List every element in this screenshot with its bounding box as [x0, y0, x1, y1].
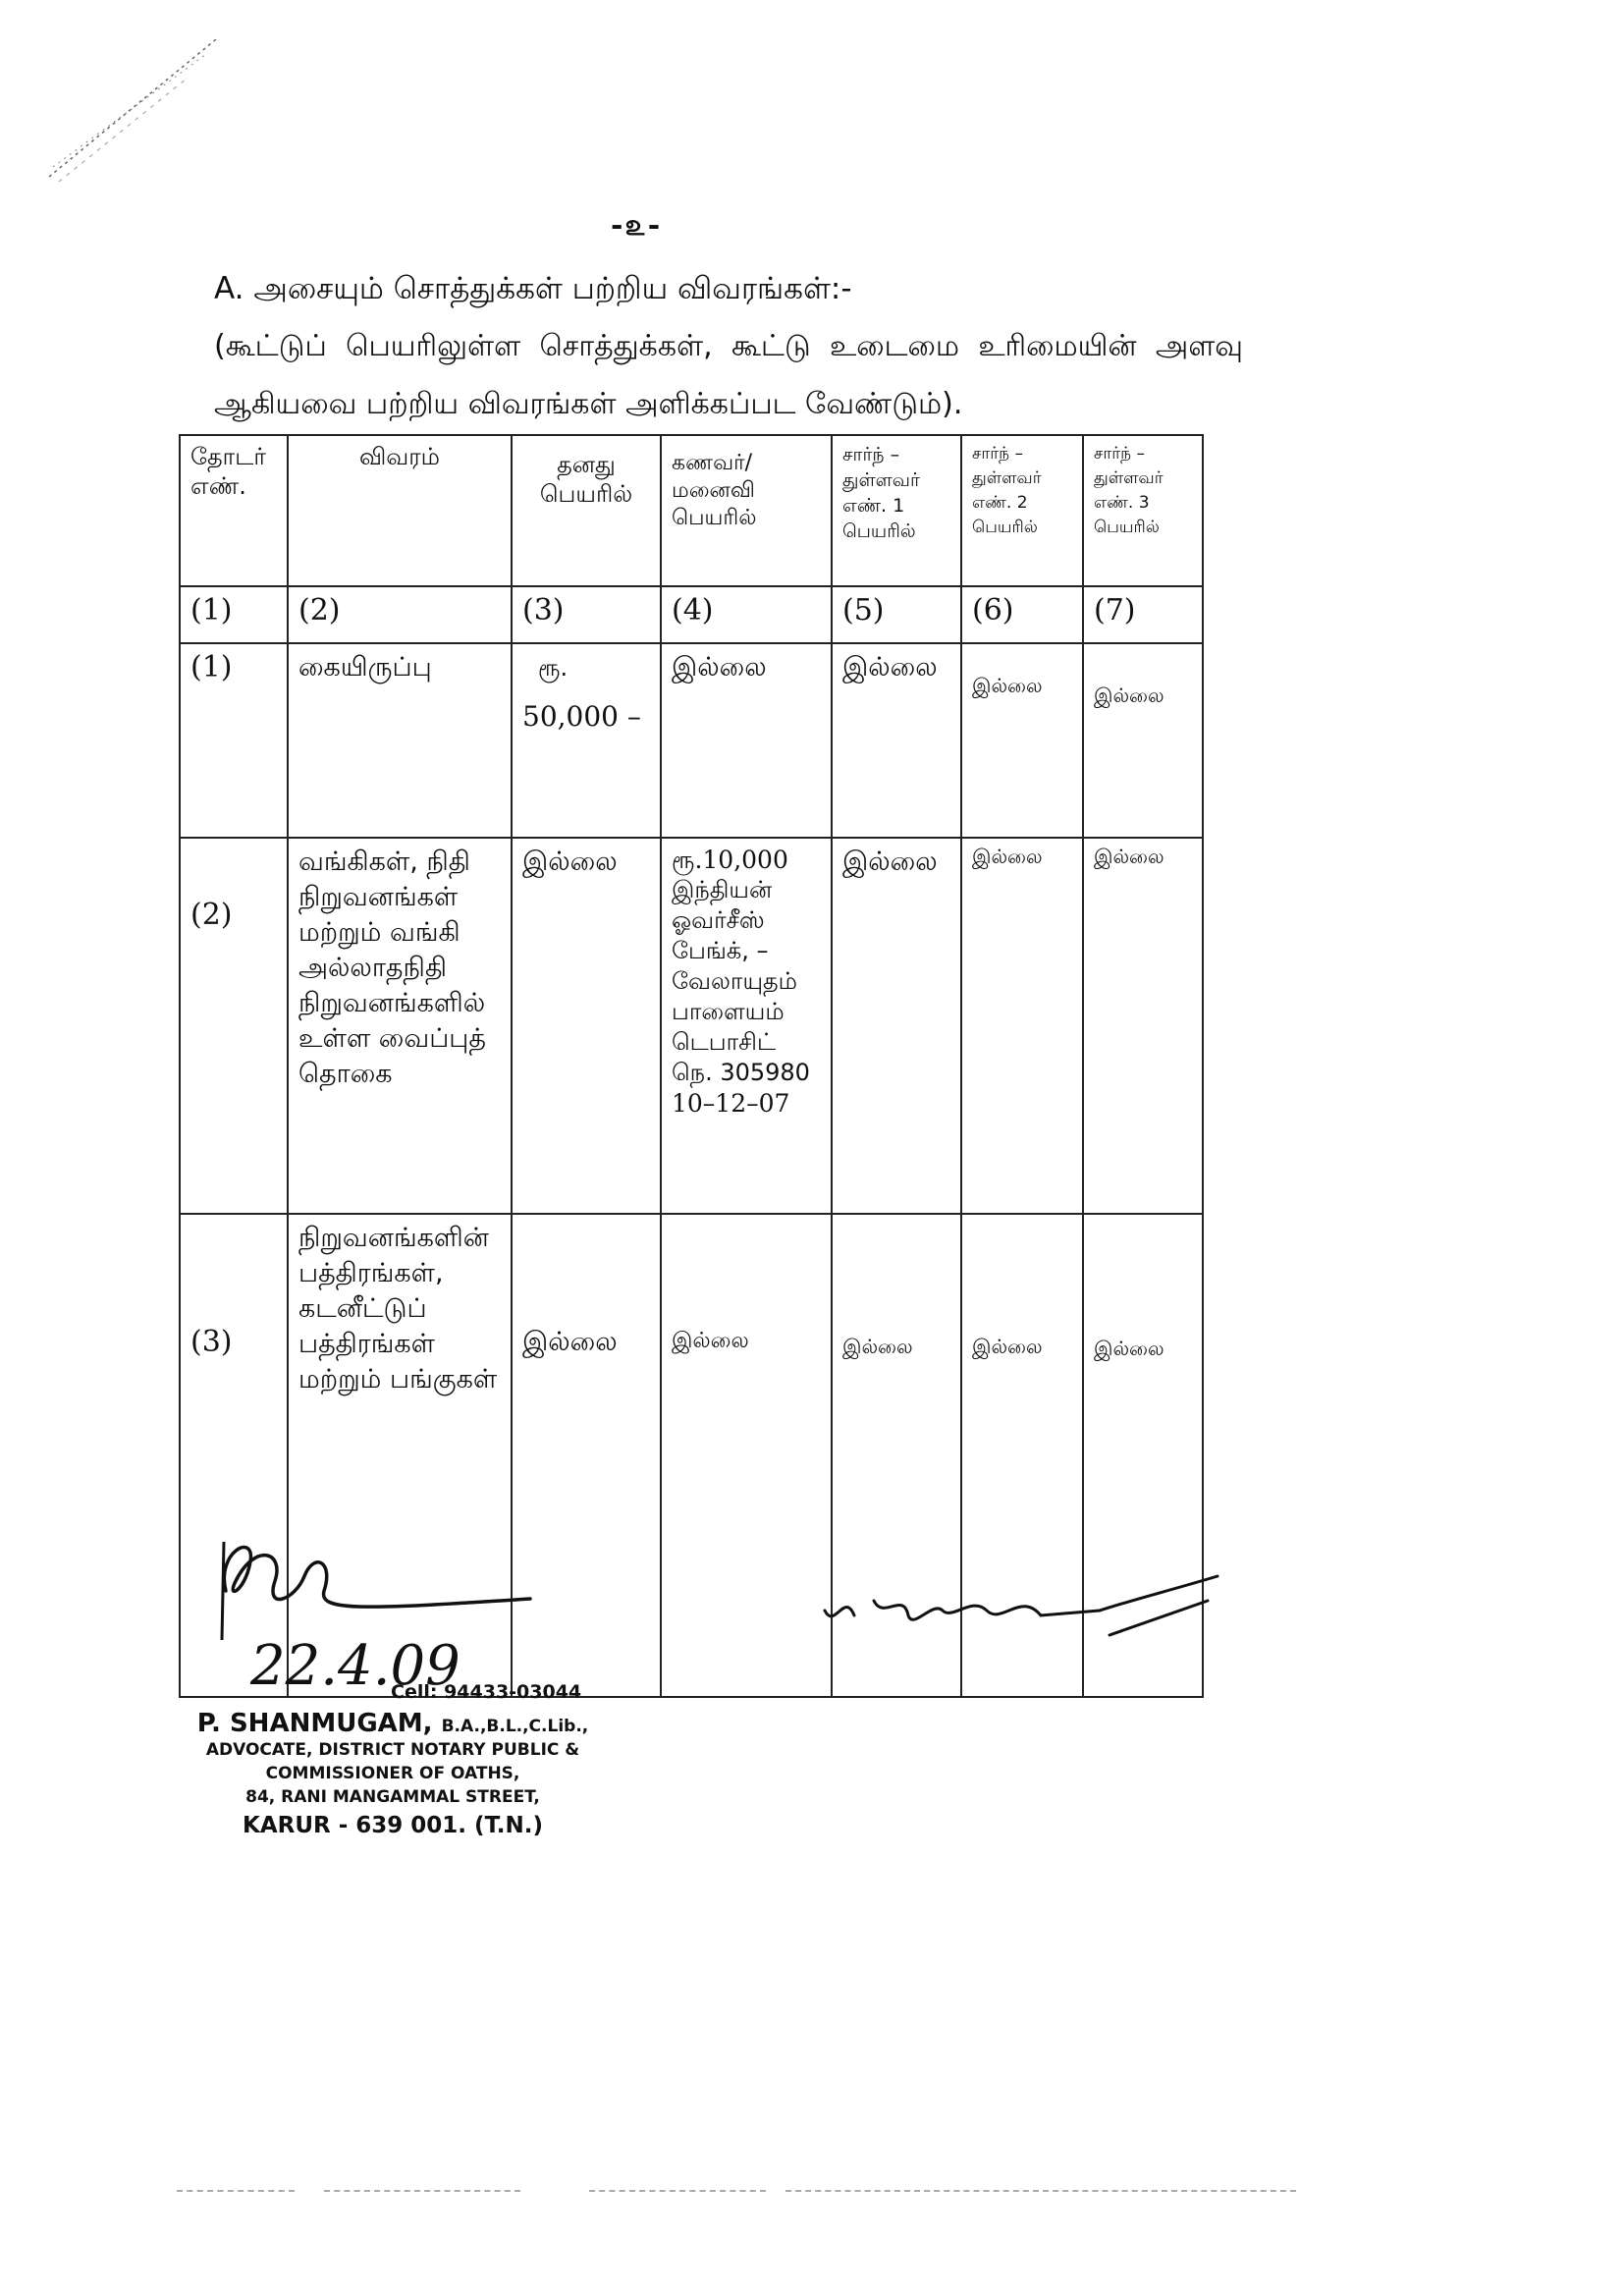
row-dependent-1-value: இல்லை [832, 643, 961, 838]
note-line-1: (கூட்டுப் பெயரிலுள்ள சொத்துக்கள், கூட்டு உடைமை உரிமையின் அளவு [214, 329, 1243, 363]
cash-amount: 50,000 – [522, 700, 641, 733]
row-dependent-1-value: இல்லை [832, 1214, 961, 1697]
notary-stamp [137, 1709, 648, 1838]
row-dependent-3-value: இல்லை [1083, 643, 1203, 838]
stamp-degrees: B.A.,B.L.,C.Lib., [441, 1717, 589, 1736]
scan-noise [324, 2190, 520, 2195]
header-dependent-1: சார்ந் – துள்ளவர் எண். 1 பெயரில் [832, 435, 961, 586]
deposit-bank: இந்தியன் ஓவர்சீஸ் பேங்க், – வேலாயுதம் பாளையம் [672, 876, 797, 1025]
deposit-label: டெபாசிட் [672, 1028, 777, 1056]
deposit-date: 10–12–07 [672, 1089, 790, 1118]
header-dependent-3: சார்ந் – துள்ளவர் எண். 3 பெயரில் [1083, 435, 1203, 586]
column-number: (1) [180, 586, 288, 643]
candidate-signature [815, 1561, 1227, 1669]
header-spouse-name: கணவர்/ மனைவி பெயரில் [661, 435, 832, 586]
scan-noise [589, 2190, 766, 2195]
page-number: -௨- [611, 208, 663, 243]
column-number: (6) [961, 586, 1083, 643]
row-dependent-3-value: இல்லை [1083, 838, 1203, 1214]
stamp-city: KARUR - 639 001. (T.N.) [243, 1813, 543, 1838]
stamp-name-text: P. SHANMUGAM, [196, 1709, 433, 1738]
row-dependent-2-value: இல்லை [961, 1214, 1083, 1697]
deposit-number: நெ. 305980 [672, 1059, 810, 1086]
scan-artifact-mark [39, 20, 236, 196]
row-spouse-value [661, 838, 832, 1214]
column-number: (5) [832, 586, 961, 643]
note-line-2: ஆகியவை பற்றிய விவரங்கள் அளிக்கப்பட வேண்டும்). [214, 387, 963, 421]
table-row [180, 838, 1203, 1214]
column-number: (2) [288, 586, 512, 643]
row-dependent-1-value: இல்லை [832, 838, 961, 1214]
column-number: (7) [1083, 586, 1203, 643]
row-spouse-value: இல்லை [661, 1214, 832, 1697]
row-own-value [512, 643, 661, 838]
row-description: கையிருப்பு [288, 643, 512, 838]
column-number: (4) [661, 586, 832, 643]
header-dependent-2: சார்ந் – துள்ளவர் எண். 2 பெயரில் [961, 435, 1083, 586]
deposit-amount: ரூ.10,000 [672, 846, 788, 874]
stamp-line-1: ADVOCATE, DISTRICT NOTARY PUBLIC & [205, 1740, 580, 1760]
column-number: (3) [512, 586, 661, 643]
row-description: நிறுவனங்களின் பத்திரங்கள், கடனீட்டுப் பத்திரங்கள் மற்றும் பங்குகள் [288, 1214, 512, 1697]
row-serial-no: (2) [180, 838, 288, 1214]
stamp-line-3: 84, RANI MANGAMMAL STREET, [245, 1787, 540, 1807]
row-own-value: இல்லை [512, 1214, 661, 1697]
movable-assets-table [179, 434, 1204, 1698]
row-serial-no: (3) [180, 1214, 288, 1697]
scan-noise [785, 2190, 1296, 2195]
row-dependent-3-value: இல்லை [1083, 1214, 1203, 1697]
table-header-row [180, 435, 1203, 586]
header-description: விவரம் [288, 435, 512, 586]
stamp-line-2: COMMISSIONER OF OATHS, [265, 1764, 520, 1783]
row-dependent-2-value: இல்லை [961, 643, 1083, 838]
row-spouse-value: இல்லை [661, 643, 832, 838]
header-own-name: தனது பெயரில் [512, 435, 661, 586]
header-serial-no: தோடர் எண். [180, 435, 288, 586]
row-own-value: இல்லை [512, 838, 661, 1214]
row-dependent-2-value: இல்லை [961, 838, 1083, 1214]
signature-date: 22.4.09 [250, 1634, 460, 1698]
scan-noise [177, 2190, 295, 2195]
notary-cell-number: Cell: 94433-03044 [391, 1681, 582, 1703]
column-number-row [180, 586, 1203, 643]
section-heading: A. அசையும் சொத்துக்கள் பற்றிய விவரங்கள்:- [214, 271, 852, 306]
table-row [180, 643, 1203, 838]
row-description: வங்கிகள், நிதி நிறுவனங்கள் மற்றும் வங்கி அல்லாதநிதி நிறுவனங்களில் உள்ள வைப்புத் தொகை [288, 838, 512, 1214]
stamp-name [137, 1709, 648, 1738]
currency-label: ரூ. [538, 654, 568, 682]
row-serial-no: (1) [180, 643, 288, 838]
